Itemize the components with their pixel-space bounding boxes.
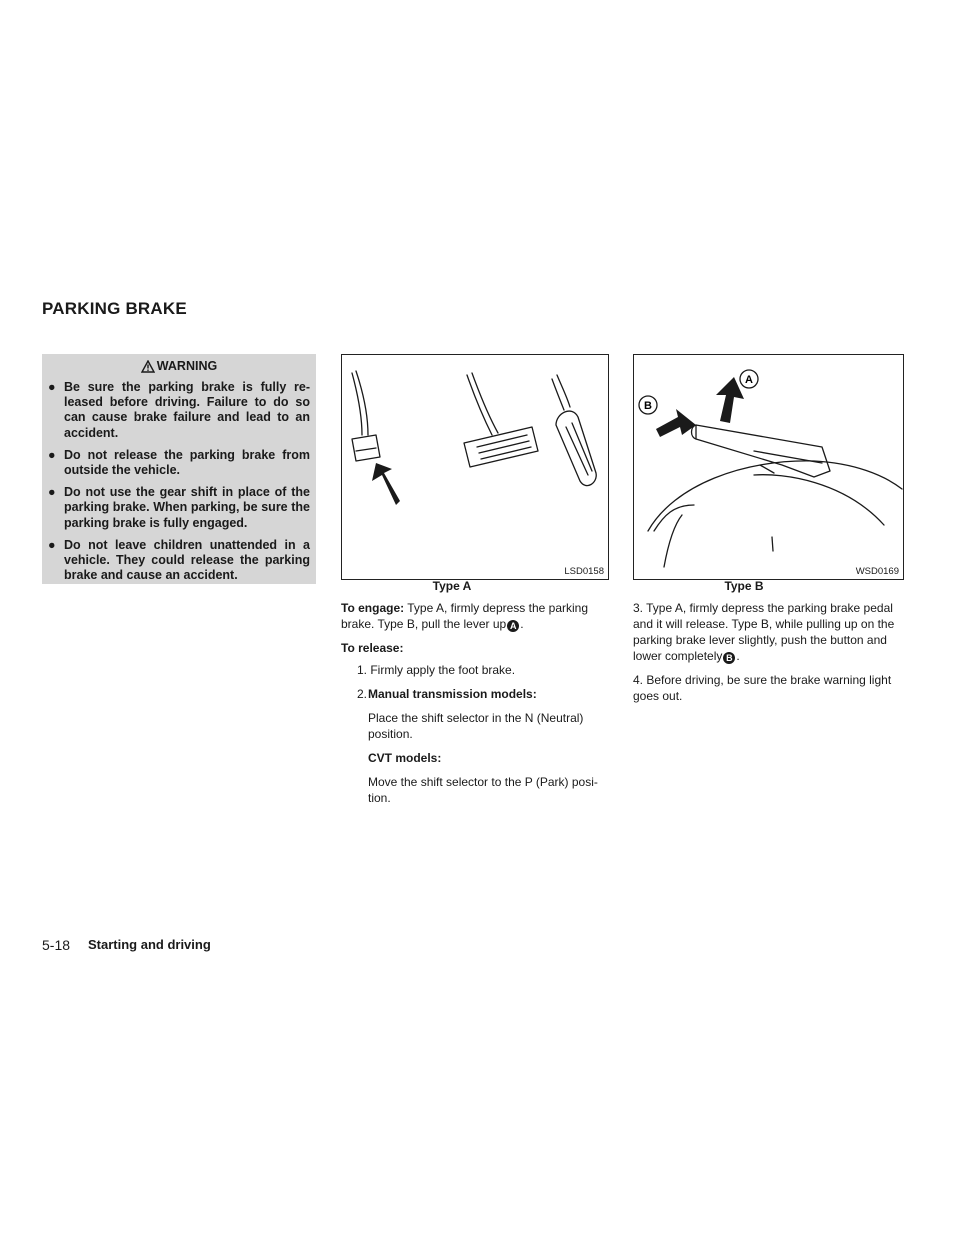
bullet-icon: ●	[48, 380, 56, 394]
callout-marker-b: B	[723, 652, 735, 664]
warning-header	[42, 359, 316, 373]
warning-item: ● Do not leave children unattended in a vehicle. They could release the parking brake and cause an accident.	[48, 537, 310, 583]
cvt-label: CVT models:	[368, 751, 442, 765]
step-3-end: .	[736, 649, 740, 663]
release-step-2-number: 2.	[357, 687, 368, 701]
footer-section-title: Starting and driving	[88, 937, 211, 952]
release-step-3	[633, 600, 902, 664]
section-title: PARKING BRAKE	[42, 299, 187, 318]
bullet-icon: ●	[48, 537, 56, 552]
cvt-text: Move the shift selector to the P (Park) posi-tion.	[368, 775, 598, 805]
bullet-icon: ●	[48, 485, 56, 500]
parking-lever-illustration	[634, 355, 903, 579]
bullet-icon: ●	[48, 447, 56, 462]
page-number: 5-18	[42, 937, 71, 953]
manual-transmission-text: Place the shift selector in the N (Neutral) position.	[368, 711, 584, 741]
manual-transmission-label: Manual transmission models:	[368, 687, 537, 701]
release-step-1: 1. Firmly apply the foot brake.	[357, 663, 516, 677]
warning-list	[48, 380, 310, 590]
figure-code: WSD0169	[855, 566, 899, 577]
warning-box	[42, 354, 316, 584]
figure-caption: Type B	[724, 579, 764, 593]
warning-item: ● Do not release the parking brake from outside the vehicle.	[48, 447, 310, 478]
release-step-4: 4. Before driving, be sure the brake warning light goes out.	[633, 673, 892, 703]
callout-label-a: A	[745, 374, 753, 386]
engage-end: .	[520, 617, 524, 631]
callout-label-b: B	[644, 400, 652, 412]
figure-caption: Type A	[432, 579, 472, 593]
callout-marker-a: A	[507, 620, 519, 632]
foot-brake-pedal-illustration	[342, 355, 608, 579]
engage-label: To engage:	[341, 601, 405, 615]
engage-text: Type A, firmly depress the parking brake. Type B, pull the lever up	[341, 601, 588, 631]
figure-type-a	[341, 354, 609, 580]
figure-type-b	[633, 354, 904, 580]
release-label: To release:	[341, 641, 404, 655]
step-3-text: 3. Type A, firmly depress the parking brake pedal and it will release. Type B, while pulling up on the parking brake lever slightly, push the button and lower completely	[633, 601, 895, 663]
figure-code: LSD0158	[564, 566, 604, 577]
engage-paragraph	[341, 600, 607, 632]
warning-item: ● Do not use the gear shift in place of the parking brake. When parking, be sure the parking brake is fully engaged.	[48, 485, 310, 530]
warning-item: ● Be sure the parking brake is fully re-leased before driving. Failure to do so can cause brake failure and lead to an accident.	[48, 380, 310, 440]
warning-triangle-icon	[141, 360, 155, 373]
warning-title: WARNING	[156, 359, 218, 373]
